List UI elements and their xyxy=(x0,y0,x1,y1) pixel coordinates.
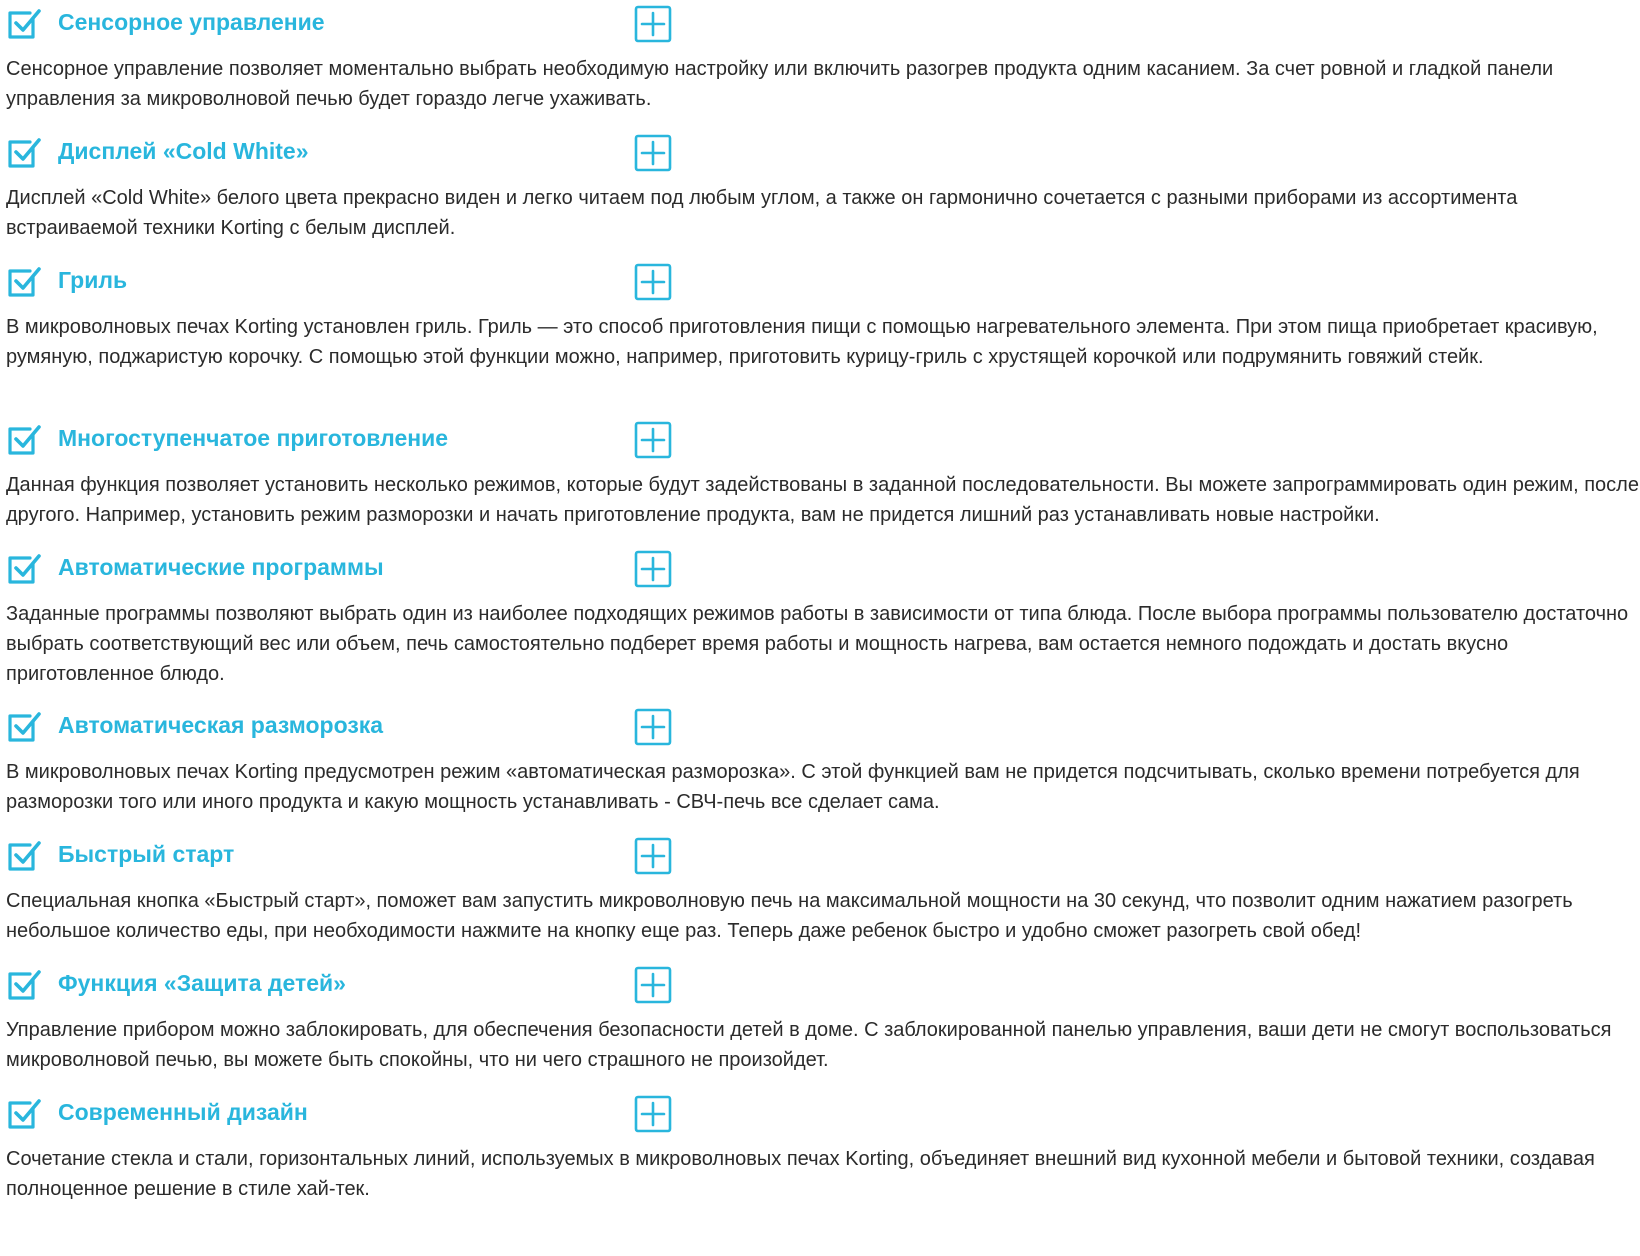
feature-header xyxy=(0,2,1640,46)
checkbox-check-icon xyxy=(6,5,42,41)
feature-header xyxy=(0,963,1640,1007)
feature-item-quick-start xyxy=(0,834,1640,942)
feature-item-touch-control xyxy=(0,2,1640,110)
expand-button[interactable] xyxy=(634,837,672,875)
plus-square-icon xyxy=(634,5,672,43)
expand-button[interactable] xyxy=(634,5,672,43)
expand-button[interactable] xyxy=(634,421,672,459)
plus-square-icon xyxy=(634,708,672,746)
plus-square-icon xyxy=(634,550,672,588)
feature-title: Быстрый старт xyxy=(58,841,235,867)
checkbox-check-icon xyxy=(6,263,42,299)
feature-description: В микроволновых печах Korting предусмотрен режим «автоматическая разморозка». С этой функцией вам не придется подсчитывать, сколько времени потребуется для разморозки того или иного продукта и какую мощность устанавливать - СВЧ-печь все сделает сама. xyxy=(6,761,1580,813)
expand-button[interactable] xyxy=(634,134,672,172)
feature-title: Автоматические программы xyxy=(58,554,384,580)
checkbox-check-icon xyxy=(6,837,42,873)
feature-item-modern-design xyxy=(0,1092,1640,1200)
feature-header xyxy=(0,260,1640,304)
feature-description: В микроволновых печах Korting установлен гриль. Гриль — это способ приготовления пищи с помощью нагревательного элемента. При этом пища приобретает красивую, румяную, поджаристую корочку. С помощью этой функции можно, например, приготовить курицу-гриль с хрустящей корочкой или подрумянить говяжий стейк. xyxy=(6,316,1598,368)
plus-square-icon xyxy=(634,134,672,172)
feature-item-auto-programs xyxy=(0,547,1640,685)
checkbox-check-icon xyxy=(6,421,42,457)
feature-title: Дисплей «Cold White» xyxy=(58,138,309,164)
expand-button[interactable] xyxy=(634,966,672,1004)
feature-header xyxy=(0,834,1640,878)
feature-header xyxy=(0,547,1640,591)
feature-item-multistage-cooking xyxy=(0,418,1640,526)
plus-square-icon xyxy=(634,263,672,301)
checkbox-check-icon xyxy=(6,550,42,586)
feature-title: Автоматическая разморозка xyxy=(58,712,384,738)
checkbox-check-icon xyxy=(6,134,42,170)
expand-button[interactable] xyxy=(634,263,672,301)
plus-square-icon xyxy=(634,421,672,459)
expand-button[interactable] xyxy=(634,1095,672,1133)
feature-title: Многоступенчатое приготовление xyxy=(58,425,449,451)
feature-title: Функция «Защита детей» xyxy=(58,970,346,996)
feature-description: Сочетание стекла и стали, горизонтальных линий, используемых в микроволновых печах Korting, объединяет внешний вид кухонной мебели и бытовой техники, создавая полноценное решение в стиле хай-тек. xyxy=(6,1148,1595,1200)
feature-item-grill xyxy=(0,260,1640,368)
expand-button[interactable] xyxy=(634,550,672,588)
feature-description: Специальная кнопка «Быстрый старт», поможет вам запустить микроволновую печь на максимальной мощности на 30 секунд, что позволит одним нажатием разогреть небольшое количество еды, при необходимости нажмите на кнопку еще раз. Теперь даже ребенок быстро и удобно сможет разогреть свой обед! xyxy=(6,890,1573,942)
feature-description: Данная функция позволяет установить несколько режимов, которые будут задействованы в заданной последовательности. Вы можете запрограммировать один режим, после другого. Например, установить режим разморозки и начать приготовление продукта, вам не придется лишний раз устанавливать новые настройки. xyxy=(6,474,1639,526)
plus-square-icon xyxy=(634,1095,672,1133)
plus-square-icon xyxy=(634,966,672,1004)
feature-description: Дисплей «Cold White» белого цвета прекрасно виден и легко читаем под любым углом, а также он гармонично сочетается с разными приборами из ассортимента встраиваемой техники Korting с белым дисплей. xyxy=(6,187,1518,239)
feature-header xyxy=(0,705,1640,749)
feature-item-auto-defrost xyxy=(0,705,1640,813)
feature-description: Заданные программы позволяют выбрать один из наиболее подходящих режимов работы в зависимости от типа блюда. После выбора программы пользователю достаточно выбрать соответствующий вес или объем, печь самостоятельно подберет время работы и мощность нагрева, вам остается немного подождать и достать вкусно приготовленное блюдо. xyxy=(6,603,1629,685)
feature-title: Сенсорное управление xyxy=(58,9,325,35)
feature-description: Управление прибором можно заблокировать, для обеспечения безопасности детей в доме. С заблокированной панелью управления, ваши дети не смогут воспользоваться микроволновой печью, вы можете быть спокойны, что ни чего страшного не произойдет. xyxy=(6,1019,1612,1071)
feature-description: Сенсорное управление позволяет моментально выбрать необходимую настройку или включить разогрев продукта одним касанием. За счет ровной и гладкой панели управления за микроволновой печью будет гораздо легче ухаживать. xyxy=(6,58,1554,110)
feature-title: Гриль xyxy=(58,267,128,293)
checkbox-check-icon xyxy=(6,966,42,1002)
feature-title: Современный дизайн xyxy=(58,1099,308,1125)
feature-item-cold-white-display xyxy=(0,131,1640,239)
feature-header xyxy=(0,1092,1640,1136)
feature-header xyxy=(0,131,1640,175)
feature-item-child-lock xyxy=(0,963,1640,1071)
plus-square-icon xyxy=(634,837,672,875)
expand-button[interactable] xyxy=(634,708,672,746)
feature-header xyxy=(0,418,1640,462)
checkbox-check-icon xyxy=(6,1095,42,1131)
checkbox-check-icon xyxy=(6,708,42,744)
